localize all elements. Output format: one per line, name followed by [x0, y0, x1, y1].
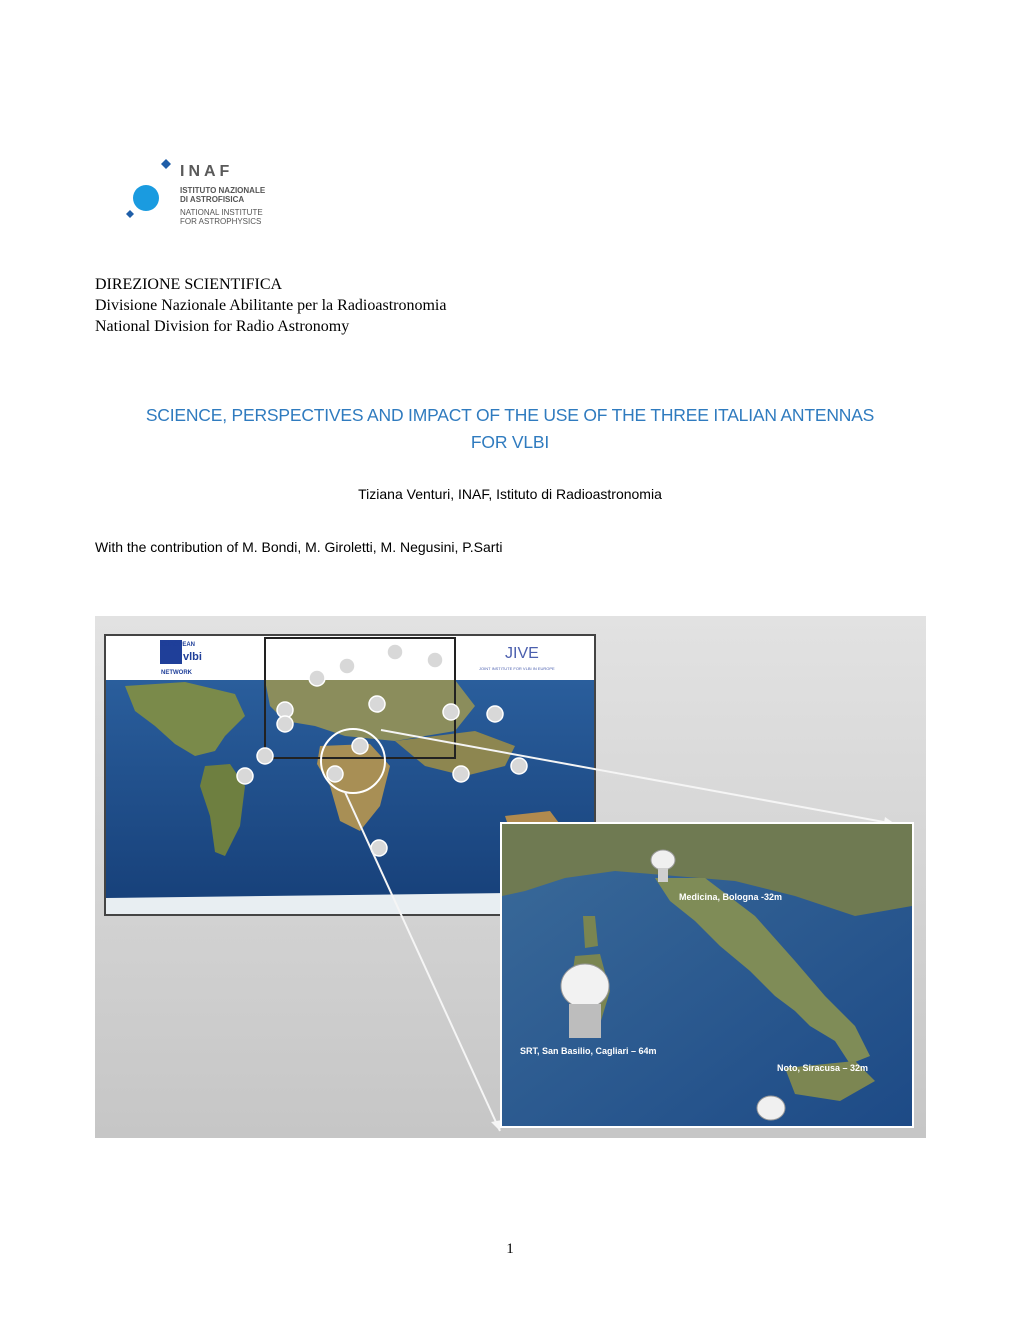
antenna-marker	[277, 716, 293, 732]
evn-label-2: vlbi	[183, 651, 202, 663]
antenna-marker	[427, 652, 443, 668]
page-number: 1	[506, 1241, 514, 1257]
antenna-marker	[309, 670, 325, 686]
noto-antenna-icon	[757, 1096, 785, 1120]
logo-text-en-2: FOR ASTROPHYSICS	[180, 217, 262, 226]
logo-diamond-top-icon	[161, 159, 171, 169]
document-title	[95, 402, 925, 456]
antenna-marker	[453, 766, 469, 782]
antenna-marker	[327, 766, 343, 782]
logo-text-it-1: ISTITUTO NAZIONALE	[180, 186, 266, 195]
antenna-marker	[237, 768, 253, 784]
division-line-1: DIREZIONE SCIENTIFICA	[95, 276, 283, 293]
contribution-line: With the contribution of M. Bondi, M. Giroletti, M. Negusini, P.Sarti	[95, 539, 503, 555]
italy-zoom-panel	[501, 823, 913, 1127]
division-line-3: National Division for Radio Astronomy	[95, 318, 350, 335]
antenna-marker	[257, 748, 273, 764]
vlbi-network-figure	[95, 616, 926, 1138]
antenna-marker	[352, 738, 368, 754]
author-line: Tiziana Venturi, INAF, Istituto di Radioastronomia	[358, 486, 662, 502]
srt-label: SRT, San Basilio, Cagliari – 64m	[520, 1046, 657, 1056]
inaf-wordmark: INAF	[180, 163, 234, 180]
evn-label-3: NETWORK	[161, 670, 192, 676]
division-line-2: Divisione Nazionale Abilitante per la Radioastronomia	[95, 297, 447, 314]
antenna-marker	[387, 644, 403, 660]
logo-diamond-bottom-icon	[126, 210, 134, 218]
logo-circle-icon	[133, 185, 159, 211]
logo-text-it-2: DI ASTROFISICA	[180, 195, 245, 204]
evn-label-1: EUROPEAN	[161, 642, 196, 648]
antenna-marker	[369, 696, 385, 712]
antenna-marker	[339, 658, 355, 674]
division-block	[95, 274, 446, 337]
jive-label: JIVE	[505, 645, 539, 662]
logo-text-en-1: NATIONAL INSTITUTE	[180, 208, 263, 217]
title-line-1: SCIENCE, PERSPECTIVES AND IMPACT OF THE USE OF THE THREE ITALIAN ANTENNAS	[145, 405, 875, 425]
noto-label: Noto, Siracusa – 32m	[777, 1063, 869, 1073]
antenna-marker	[511, 758, 527, 774]
antenna-marker	[443, 704, 459, 720]
title-line-2: FOR VLBI	[470, 432, 550, 452]
jive-sub-label: JOINT INSTITUTE FOR VLBI IN EUROPE	[479, 666, 555, 671]
antenna-marker	[487, 706, 503, 722]
medicina-label: Medicina, Bologna -32m	[679, 892, 783, 902]
